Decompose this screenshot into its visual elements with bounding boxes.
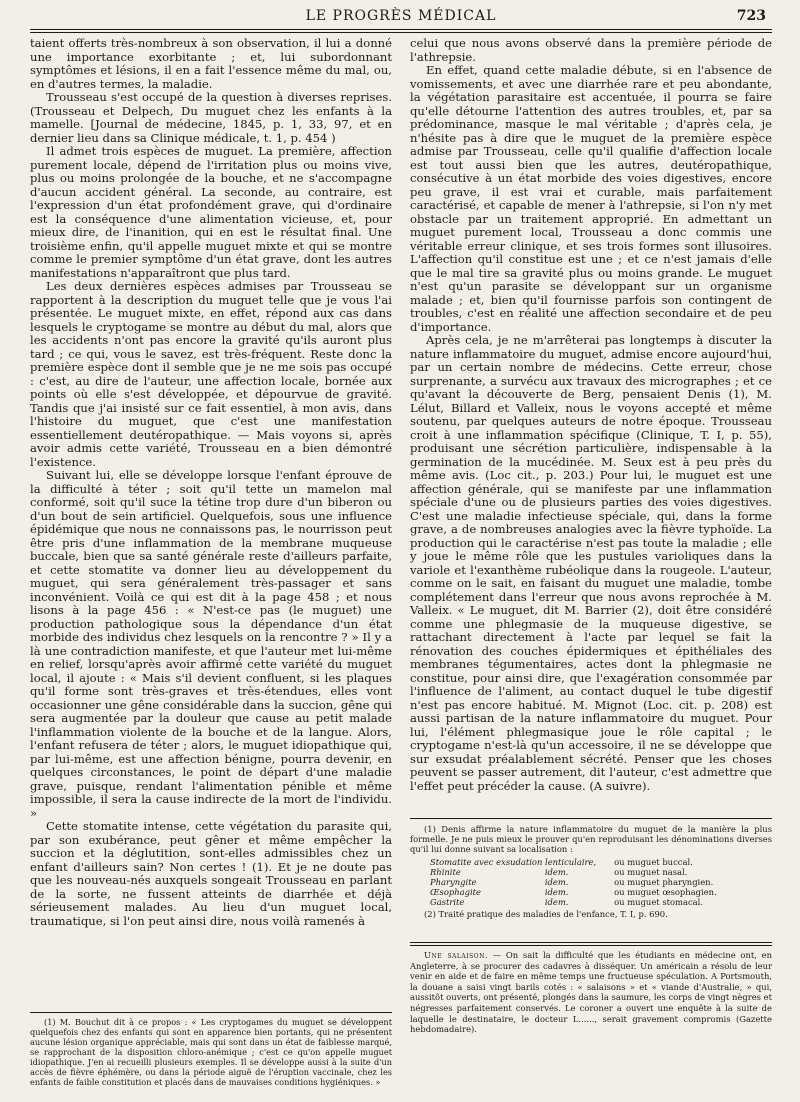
paragraph: Trousseau s'est occupé de la question à diverses reprises. (Trousseau et Delpech, Du muguet chez les enfants à la mamelle. [Journal de médecine, 1845, p. 1, 33, 97, et en dernier lieu dans sa Clinique médicale, t. 1, p. 454 ) [30, 90, 392, 145]
page-number: 723 [736, 8, 766, 24]
table-cell: ou muguet buccal. [614, 856, 693, 867]
paragraph: Suivant lui, elle se développe lorsque l'enfant éprouve de la difficulté à téter ; soit qu'il tette un mamelon mal conformé, soit qu'il suce la tétine trop dure d'un biberon ou d'un bout de sein artificiel. Quelquefois, sous une influence épidémique que nous ne connaissons pas, le nourrisson peut être pris d'une inflammation de la membrane muqueuse buccale, bien que sa santé générale reste d'ailleurs parfaite, et cette stomatite va donner lieu au développement du muguet, qui sera généralement très-passager et sans inconvénient. Voilà ce qui est dit à la page 458 ; et nous lisons à la page 456 : « N'est-ce pas (le muguet) une production pathologique sous la dépendance d'un état morbide des individus chez lesquels on la rencontre ? » Il y a là une contradiction manifeste, et que l'auteur met lui-même en relief, lorsqu'après avoir affirmé cette variété du muguet local, il ajoute : « Mais s'il devient confluent, si les plaques qu'il forme sont très-graves et très-étendues, elles vont occasionner une gêne considérable dans la succion, gêne qui sera augmentée par la douleur que cause au petit malade l'inflammation violente de la bouche et de la langue. Alors, l'enfant refusera de téter ; alors, le muguet idiopathique qui, par lui-même, est une affection bénigne, pourra devenir, en quelques circonstances, le point de départ d'une maladie grave, puisque, rendant l'alimentation pénible et même impossible, il sera la cause indirecte de la mort de l'individu. » [30, 468, 392, 820]
footnote-rule [410, 818, 772, 819]
table-cell: Œsophagite [430, 886, 481, 897]
footnote-rule [30, 1012, 392, 1013]
news-heading: Une salaison. [424, 950, 489, 960]
news-paragraph [410, 950, 772, 1035]
news-item [410, 950, 772, 1035]
table-cell: idem. [544, 896, 569, 907]
paragraph: Il admet trois espèces de muguet. La première, affection purement locale, dépend de l'irritation plus ou moins vive, plus ou moins prolongée de la bouche, et ne s'accompagne d'aucun accident général. La seconde, au contraire, est l'expression d'un état profondément grave, qui d'ordinaire est la conséquence d'une alimentation vicieuse, et, pour mieux dire, de l'inanition, qui en est le résultat final. Une troisième enfin, qu'il appelle muguet mixte et qui se montre comme le premier symptôme d'un état grave, dont les autres manifestations n'apparaîtront que plus tard. [30, 144, 392, 280]
right-column [410, 37, 772, 793]
footnote-right [410, 824, 772, 919]
footnote-text: (2) Traité pratique des maladies de l'enfance, T. I, p. 690. [424, 908, 668, 919]
table-row [430, 887, 735, 897]
paragraph: En effet, quand cette maladie débute, si en l'absence de vomissements, et avec une diarrhée rare et peu abondante, la végétation parasitaire est accentuée, il pourra se faire qu'elle détourne l'attention des autres troubles, et, par sa prédominance, masque le mal véritable ; d'après cela, je n'hésite pas à dire que le muguet de la première espèce admise par Trousseau, celle qu'il qualifie d'affection locale est tout aussi bien que les autres, deutéropathique, consécutive à un état morbide des voies digestives, encore peu grave, il est vrai et curable, mais parfaitement caractérisé, et capable de mener à l'athrepsie, si l'on n'y met obstacle par un traitement approprié. En admettant un muguet purement local, Trousseau a donc commis une véritable erreur clinique, et ses trois formes sont illusoires. L'affection qu'il constitue est une ; et ce n'est jamais d'elle que le mal tire sa gravité plus ou moins grande. Le muguet n'est qu'un parasite se développant sur un organisme malade ; et, bien qu'il fournisse parfois son contingent de troubles, c'est en réalité une affection secondaire et de peu d'importance. [410, 63, 772, 334]
table-row [430, 867, 735, 877]
table-cell: idem. [544, 886, 569, 897]
news-text: — On sait la difficulté que les étudiants en médecine ont, en Angleterre, à se procurer des cadavres à disséquer. Un américain a résolu de leur venir en aide et de faire en même temps une fructueuse spéculation. A Portsmouth, la douane a saisi vingt barils cotés : « salaisons » et « viande d'Australie, » qui, aussitôt ouverts, ont présenté, plongés dans la saumure, les corps de vingt nègres et négresses parfaitement conservés. Le coroner a ouvert une enquête à la suite de laquelle le destinataire, le docteur L......, serait gravement compromis (Gazette hebdomadaire). [410, 950, 772, 1035]
page-header [30, 6, 772, 28]
paragraph: Cette stomatite intense, cette végétation du parasite qui, par son exubérance, peut gêner et même empêcher la succion et la déglutition, sont-elles admissibles chez un enfant d'ailleurs sain? Non certes ! (1). Et je ne doute pas que les nouveau-nés auxquels songeait Trousseau en parlant de la sorte, ne fussent atteints de diarrhée et déjà sérieusement malades. Au lieu d'un muguet local, traumatique, si l'on peut ainsi dire, nous voilà ramenés à [30, 819, 392, 928]
table-cell: Gastrite [430, 896, 465, 907]
left-column [30, 37, 392, 928]
footnote-text: (1) M. Bouchut dit à ce propos : « Les cryptogames du muguet se développent quelquefois chez des enfants qui sont en apparence bien portants, qui ne présentent aucune lésion organique appréciable, mais qui sont dans un état de faiblesse marqué, se rapprochant de la disposition chloro-anémique ; c'est ce qu'on appelle muguet idiopathique. J'en ai recueilli plusieurs exemples. Il se développe aussi à la suite d'un accès de fièvre éphémère, ou dans la période aiguë de l'éruption vaccinale, chez les enfants de faible constitution et placés dans de mauvaises conditions hygiéniques. » [30, 1017, 392, 1087]
section-rule [410, 942, 772, 943]
paragraph: Après cela, je ne m'arrêterai pas longtemps à discuter la nature inflammatoire du muguet, admise encore aujourd'hui, par un certain nombre de médecins. Cette erreur, chose surprenante, a survécu aux travaux des micrographes ; et ce qu'avant la découverte de Berg, pensaient Denis (1), M. Lélut, Billard et Valleix, nous le voyons accepté et même soutenu, par quelques auteurs de notre époque. Trousseau croit à une inflammation spécifique (Clinique, T. I, p. 55), produisant une sécrétion particulière, indispensable à la germination de la mucédinée. M. Seux est à peu près du même avis. (Loc cit., p. 203.) Pour lui, le muguet est une affection générale, qui se manifeste par une inflammation spéciale d'une ou de plusieurs parties des voies digestives. C'est une maladie infectieuse spéciale, qui, dans la forme grave, a de nombreuses analogies avec la fièvre typhoïde. La production qui le caractérise n'est pas toute la maladie ; elle y joue le même rôle que les pustules varioliques dans la variole et l'exanthème rubéolique dans la rougeole. L'auteur, comme on le sait, en faisant du muguet une maladie, tombe complétement dans l'erreur que nous avons reprochée à M. Valleix. « Le muguet, dit M. Barrier (2), doit être considéré comme une phlegmasie de la muqueuse digestive, se rattachant directement à l'acte par lequel se fait la rénovation des couches épidermiques et épithéliales des membranes tégumentaires, actes dont la phlegmasie ne constitue, pour ainsi dire, que l'exagération consommée par l'influence de l'aliment, au contact duquel le tube digestif n'est pas encore habitué. M. Mignot (Loc. cit. p. 208) est aussi partisan de la nature inflammatoire du muguet. Pour lui, l'élément phlegmasique joue le rôle capital ; le cryptogame n'est-là qu'un accessoire, il ne se développe que sur exsudat préalablement sécrété. Penser que les choses peuvent se passer autrement, dit l'auteur, c'est admettre que l'effet peut précéder la cause. (A suivre). [410, 333, 772, 793]
footnote-text: (1) Denis affirme la nature inflammatoire du muguet de la manière la plus formelle. Je ne puis mieux le prouver qu'en reproduisant les dénominations diverses qu'il lui donne suivant sa localisation : [410, 824, 772, 855]
table-cell: ou muguet nasal. [614, 866, 688, 877]
section-rule-double [410, 945, 772, 946]
table-cell: Rhinite [430, 866, 461, 877]
table-cell: idem. [544, 876, 569, 887]
table-cell: ou muguet œsophagien. [614, 886, 717, 897]
paragraph: celui que nous avons observé dans la première période de l'athrepsie. [410, 36, 772, 64]
footnote-left [30, 1018, 392, 1088]
paragraph: taient offerts très-nombreux à son observation, il lui a donné une importance exorbitante ; et, lui subordonnant symptômes et lésions, il en a fait l'essence même du mal, ou, en d'autres termes, la maladie. [30, 36, 392, 91]
table-row [430, 877, 735, 887]
table-row [430, 857, 735, 867]
table-cell: idem. [544, 866, 569, 877]
table-cell: Stomatite avec exsudation lenticulaire, [430, 856, 597, 867]
journal-title: LE PROGRÈS MÉDICAL [305, 8, 497, 24]
table-cell: Pharyngite [430, 876, 477, 887]
table-cell: ou muguet stomacal. [614, 896, 703, 907]
header-rule [30, 29, 772, 30]
table-cell: ou muguet pharyngien. [614, 876, 714, 887]
paragraph: Les deux dernières espèces admises par Trousseau se rapportent à la description du muguet telle que je vous l'ai présentée. Le muguet mixte, en effet, répond aux cas dans lesquels le cryptogame se montre au début du mal, alors que les accidents n'ont pas encore la gravité qu'ils auront plus tard ; ce qui, vous le savez, est très-fréquent. Reste donc la première espèce dont il semble que je ne me sois pas occupé : c'est, au dire de l'auteur, une affection locale, bornée aux points où elle s'est développée, et dépourvue de gravité. Tandis que j'ai insisté sur ce fait essentiel, à mon avis, dans l'histoire du muguet, que c'est une manifestation essentiellement deutéropathique. — Mais voyons si, après avoir admis cette variété, Trousseau en a bien démontré l'existence. [30, 279, 392, 469]
localisation-table [430, 857, 735, 907]
header-rule-double [30, 32, 772, 33]
table-row [430, 897, 735, 907]
